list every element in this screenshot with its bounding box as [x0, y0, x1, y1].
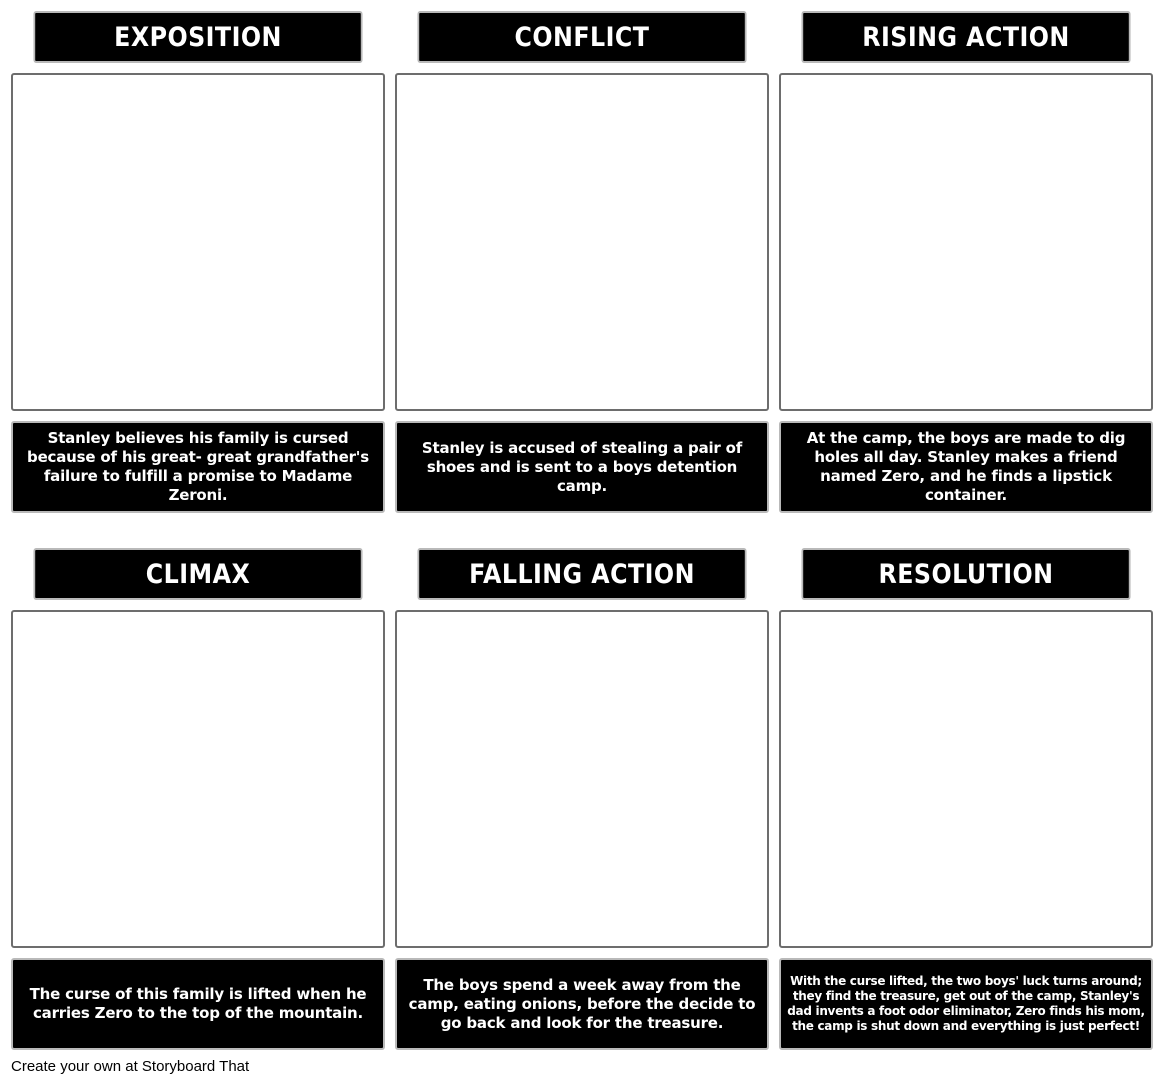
- cell-caption-box: [11, 958, 385, 1050]
- cell-image-frame: [779, 610, 1153, 948]
- cell-caption: Stanley believes his family is cursed because of his great- great grandfather's failure to fulfill a promise to Madame Zeroni.: [27, 429, 369, 504]
- cell-title-text: CONFLICT: [514, 21, 650, 53]
- cell-caption: The boys spend a week away from the camp, eating onions, before the decide to go back and look for the treasure.: [408, 975, 756, 1032]
- cell-image-frame: [395, 73, 769, 411]
- cell-title: [33, 548, 362, 600]
- cell-caption-box: [779, 421, 1153, 513]
- cell-title: [417, 548, 746, 600]
- cell-image-frame: [395, 610, 769, 948]
- cell-caption: At the camp, the boys are made to dig holes all day. Stanley makes a friend named Zero, and he finds a lipstick container.: [806, 429, 1126, 504]
- cell-title: [417, 11, 746, 63]
- cell-caption-box: [395, 958, 769, 1050]
- cell-image-frame: [779, 73, 1153, 411]
- cell-caption: With the curse lifted, the two boys' luck turns around; they find the treasure, get out of the camp, Stanley's dad invents a foot odor eliminator, Zero finds his mom, the camp is shut down and everything is just perfect!: [787, 974, 1145, 1033]
- cell-title: [33, 11, 362, 63]
- cell-title-text: FALLING ACTION: [469, 558, 695, 590]
- cell-image-frame: [11, 610, 385, 948]
- cell-title: [801, 11, 1130, 63]
- cell-title-text: CLIMAX: [145, 558, 251, 590]
- cell-caption-box: [11, 421, 385, 513]
- cell-caption-box: [395, 421, 769, 513]
- cell-caption: Stanley is accused of stealing a pair of shoes and is sent to a boys detention camp.: [421, 438, 743, 495]
- cell-caption-box: [779, 958, 1153, 1050]
- cell-title-text: EXPOSITION: [114, 21, 282, 53]
- cell-image-frame: [11, 73, 385, 411]
- cell-title-text: RISING ACTION: [862, 21, 1070, 53]
- cell-caption: The curse of this family is lifted when he carries Zero to the top of the mountain.: [29, 985, 367, 1022]
- cell-title-text: RESOLUTION: [878, 558, 1054, 590]
- footer-link[interactable]: Create your own at Storyboard That: [11, 1058, 250, 1075]
- cell-title: [801, 548, 1130, 600]
